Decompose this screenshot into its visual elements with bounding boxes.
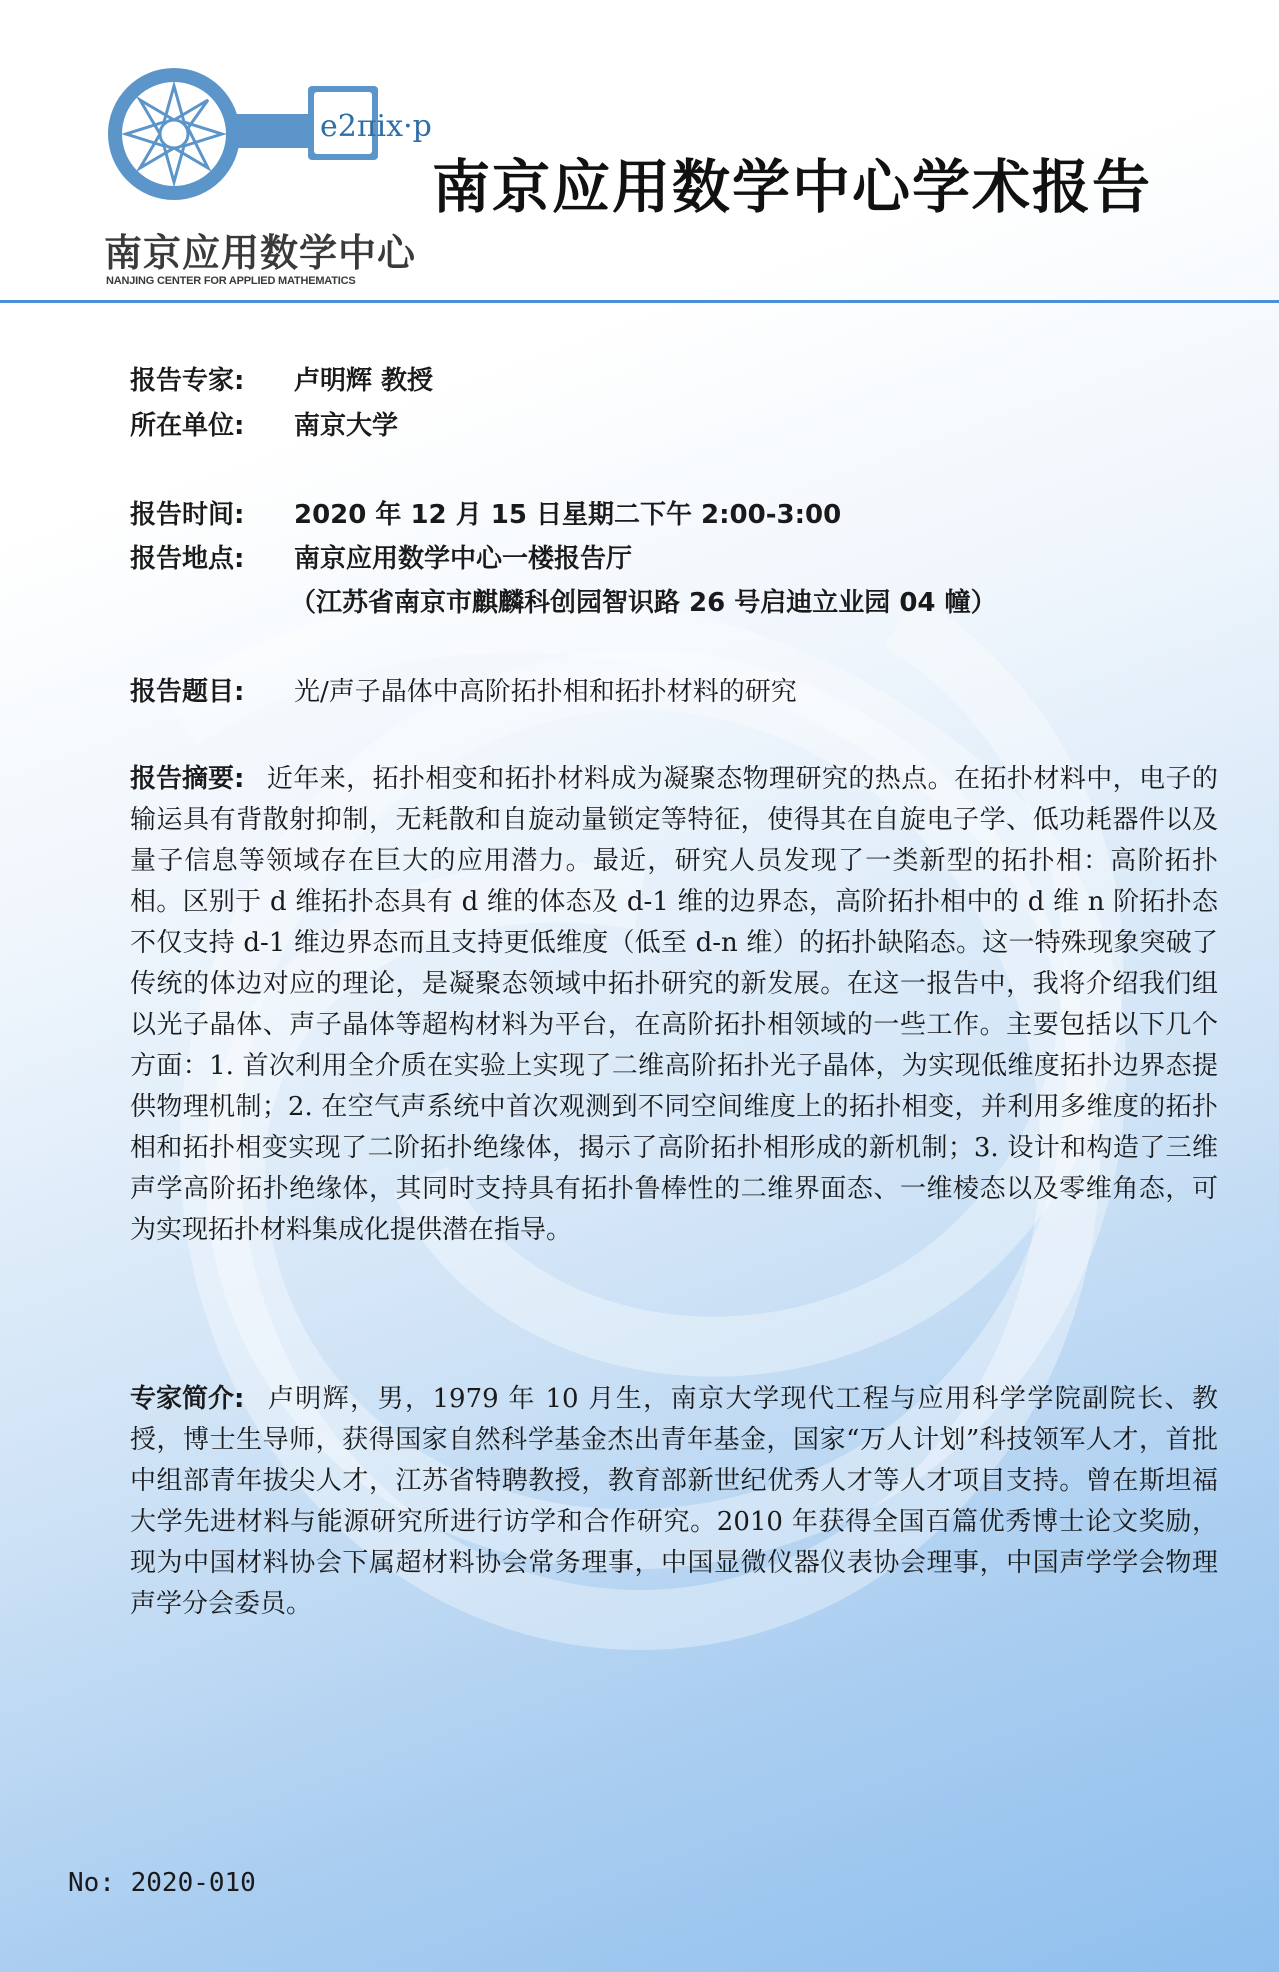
time-label: 报告时间: <box>130 500 245 530</box>
place-value: 南京应用数学中心一楼报告厅 <box>294 544 633 574</box>
unit-value: 南京大学 <box>294 411 399 441</box>
speaker-label: 报告专家: <box>130 366 245 396</box>
logo-chinese-name: 南京应用数学中心 <box>104 231 417 275</box>
logo-english-name: NANJING CENTER FOR APPLIED MATHEMATICS <box>106 275 356 287</box>
place-row <box>130 541 632 577</box>
bio-text: 卢明辉，男，1979 年 10 月生，南京大学现代工程与应用科学学院副院长、教授，博士生导师，获得国家自然科学基金杰出青年基金，国家“万人计划”科技领军人才，首批中组部青年拔尖人才，江苏省特聘教授，教育部新世纪优秀人才等人才项目支持。曾在斯坦福大学先进材料与能源研究所进行访学和合作研究。2010 年获得全国百篇优秀博士论文奖励，现为中国材料协会下属超材料协会常务理事，中国显微仪器仪表协会理事，中国声学学会物理声学分会委员。 <box>130 1384 1218 1619</box>
header-divider <box>0 300 1279 303</box>
bio-label: 专家简介: <box>130 1384 245 1414</box>
place-label: 报告地点: <box>130 544 245 574</box>
logo-badge-text: e2πix·p <box>320 109 432 144</box>
bio-section <box>130 1379 1218 1625</box>
time-row <box>130 497 841 533</box>
report-number: No: 2020-010 <box>68 1868 256 1898</box>
abstract-text: 近年来，拓扑相变和拓扑材料成为凝聚态物理研究的热点。在拓扑材料中，电子的输运具有背散射抑制，无耗散和自旋动量锁定等特征，使得其在自旋电子学、低功耗器件以及量子信息等领域存在巨大的应用潜力。最近，研究人员发现了一类新型的拓扑相：高阶拓扑相。区别于 d 维拓扑态具有 d 维的体态及 d-1 维的边界态，高阶拓扑相中的 d 维 n 阶拓扑态不仅支持 d-1 维边界态而且支持更低维度（低至 d-n 维）的拓扑缺陷态。这一特殊现象突破了传统的体边对应的理论，是凝聚态领域中拓扑研究的新发展。在这一报告中，我将介绍我们组以光子晶体、声子晶体等超构材料为平台，在高阶拓扑相领域的一些工作。主要包括以下几个方面：1. 首次利用全介质在实验上实现了二维高阶拓扑光子晶体，为实现低维度拓扑边界态提供物理机制；2. 在空气声系统中首次观测到不同空间维度上的拓扑相变，并利用多维度的拓扑相和拓扑相变实现了二阶拓扑绝缘体，揭示了高阶拓扑相形成的新机制；3. 设计和构造了三维声学高阶拓扑绝缘体，其同时支持具有拓扑鲁棒性的二维界面态、一维棱态以及零维角态，可为实现拓扑材料集成化提供潜在指导。 <box>130 764 1218 1245</box>
topic-row <box>130 674 797 710</box>
abstract-section <box>130 759 1218 1251</box>
topic-value: 光/声子晶体中高阶拓扑相和拓扑材料的研究 <box>294 677 797 707</box>
speaker-row <box>130 363 433 399</box>
speaker-value: 卢明辉 教授 <box>294 366 434 396</box>
page-title: 南京应用数学中心学术报告 <box>432 153 1153 221</box>
place-detail-row <box>290 585 997 621</box>
topic-label: 报告题目: <box>130 677 245 707</box>
unit-row <box>130 408 398 444</box>
time-value: 2020 年 12 月 15 日星期二下午 2:00-3:00 <box>294 500 842 530</box>
abstract-label: 报告摘要: <box>130 764 245 794</box>
unit-label: 所在单位: <box>130 411 245 441</box>
place-detail: （江苏省南京市麒麟科创园智识路 26 号启迪立业园 04 幢） <box>290 588 997 618</box>
